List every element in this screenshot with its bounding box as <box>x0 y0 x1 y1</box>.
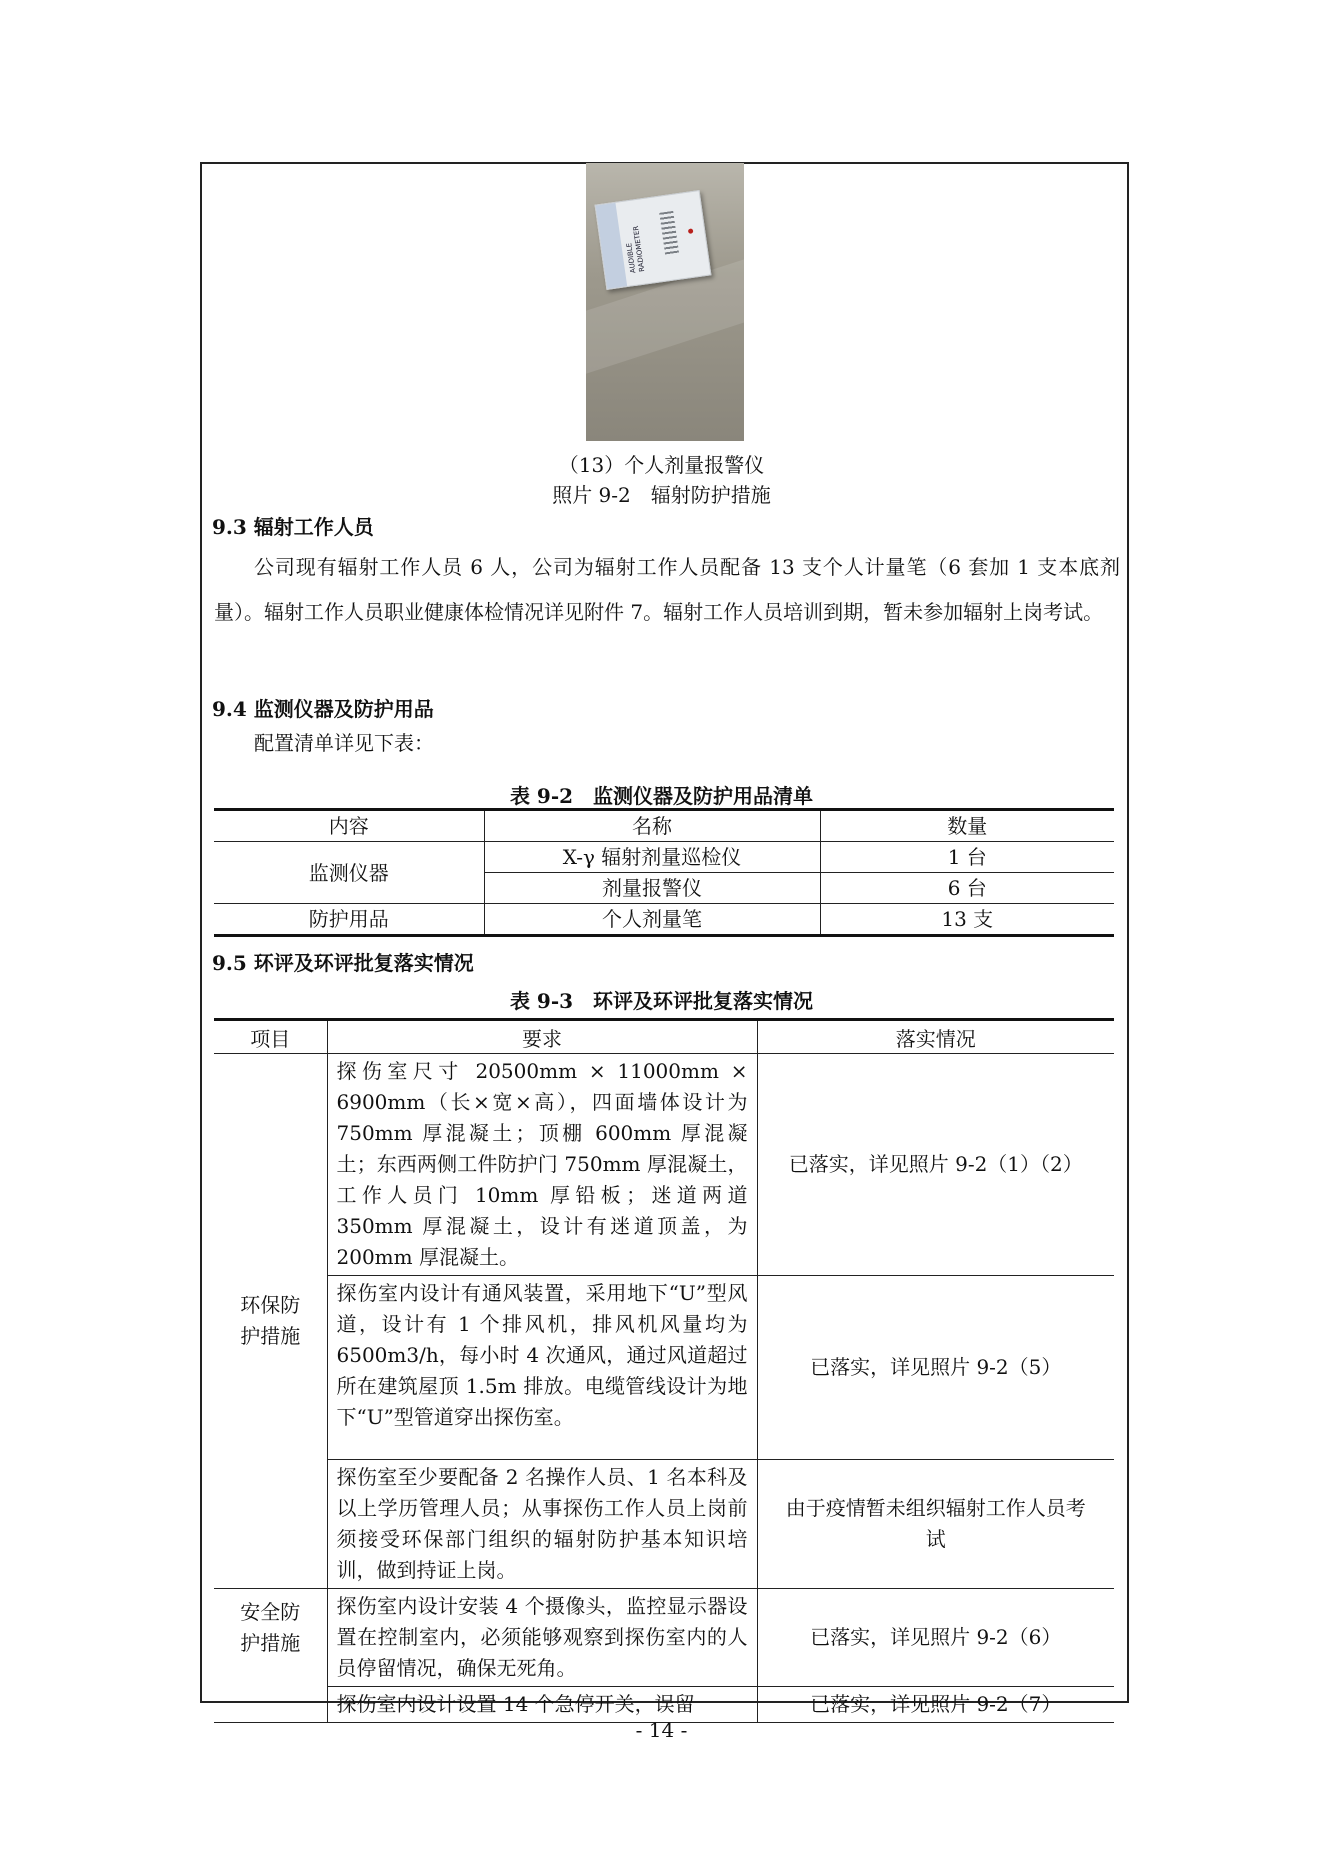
table-9-2-title: 表 9-2 监测仪器及防护用品清单 <box>509 784 814 808</box>
qty-cell: 6 台 <box>820 873 1114 904</box>
section-9-5-heading: 9.5 环评及环评批复落实情况 <box>212 951 474 975</box>
table-row <box>214 842 1114 873</box>
header-cell: 名称 <box>484 810 820 842</box>
result-cell: 已落实，详见照片 9-2（1）（2） <box>757 1054 1114 1276</box>
qty-cell: 1 台 <box>820 842 1114 873</box>
page-number: - 14 - <box>635 1718 688 1742</box>
table-header-row <box>214 1020 1114 1054</box>
device-label: AUDIBLE RADIOMETER <box>625 225 647 274</box>
requirement-cell: 探伤室至少要配备 2 名操作人员、1 名本科及以上学历管理人员；从事探伤工作人员上岗前须接受环保部门组织的辐射防护基本知识培训，做到持证上岗。 <box>327 1460 757 1589</box>
content-cell: 监测仪器 <box>214 842 484 904</box>
category-cell: 环保防护措施 <box>214 1054 327 1589</box>
table-row <box>214 1276 1114 1460</box>
requirement-cell: 探伤室尺寸 20500mm × 11000mm × 6900mm（长×宽×高），四面墙体设计为 750mm 厚混凝土；顶棚 600mm 厚混凝土；东西两侧工件防护门 750mm 厚混凝土，工作人员门 10mm 厚铅板；迷道两道 350mm 厚混凝土，设计有迷道顶盖，为 200mm 厚混凝土。 <box>327 1054 757 1276</box>
result-cell: 已落实，详见照片 9-2（6） <box>757 1589 1114 1687</box>
header-cell: 要求 <box>327 1020 757 1054</box>
header-cell: 项目 <box>214 1020 327 1054</box>
table-9-3-title: 表 9-3 环评及环评批复落实情况 <box>509 989 814 1013</box>
requirement-cell: 探伤室内设计安装 4 个摄像头，监控显示器设置在控制室内，必须能够观察到探伤室内的人员停留情况，确保无死角。 <box>327 1589 757 1687</box>
section-9-4-heading: 9.4 监测仪器及防护用品 <box>212 697 434 721</box>
table-row <box>214 904 1114 936</box>
table-row <box>214 1054 1114 1276</box>
qty-cell: 13 支 <box>820 904 1114 936</box>
section-9-3-body: 公司现有辐射工作人员 6 人，公司为辐射工作人员配备 13 支个人计量笔（6 套加 1 支本底剂量）。辐射工作人员职业健康体检情况详见附件 7。辐射工作人员培训到期，暂未参加辐射上岗考试。 <box>214 555 1120 624</box>
requirement-cell: 探伤室内设计有通风装置，采用地下“U”型风道，设计有 1 个排风机，排风机风量均为 6500m3/h，每小时 4 次通风，通过风道超过所在建筑屋顶 1.5m 排放。电缆管线设计为地下“U”型管道穿出探伤室。 <box>327 1276 757 1460</box>
name-cell: 剂量报警仪 <box>484 873 820 904</box>
header-cell: 落实情况 <box>757 1020 1114 1054</box>
result-cell: 已落实，详见照片 9-2（5） <box>757 1276 1114 1460</box>
section-9-3-heading: 9.3 辐射工作人员 <box>212 515 374 539</box>
header-cell: 内容 <box>214 810 484 842</box>
content-cell: 防护用品 <box>214 904 484 936</box>
table-row <box>214 1589 1114 1687</box>
table-9-2 <box>214 808 1114 937</box>
result-cell: 由于疫情暂未组织辐射工作人员考试 <box>757 1460 1114 1589</box>
name-cell: 个人剂量笔 <box>484 904 820 936</box>
section-9-4-body: 配置清单详见下表： <box>254 731 434 755</box>
photo-title: 照片 9-2 辐射防护措施 <box>552 483 771 507</box>
result-cell: 已落实，详见照片 9-2（7） <box>757 1687 1114 1723</box>
table-9-3 <box>214 1018 1114 1723</box>
requirement-cell: 探伤室内设计设置 14 个急停开关，误留 <box>327 1687 757 1723</box>
category-cell: 安全防护措施 <box>214 1589 327 1723</box>
table-row <box>214 1460 1114 1589</box>
header-cell: 数量 <box>820 810 1114 842</box>
table-header-row <box>214 810 1114 842</box>
dose-alarm-device <box>595 190 712 290</box>
photo-caption: （13）个人剂量报警仪 <box>558 453 765 477</box>
dosimeter-photo <box>586 163 744 441</box>
name-cell: X-γ 辐射剂量巡检仪 <box>484 842 820 873</box>
